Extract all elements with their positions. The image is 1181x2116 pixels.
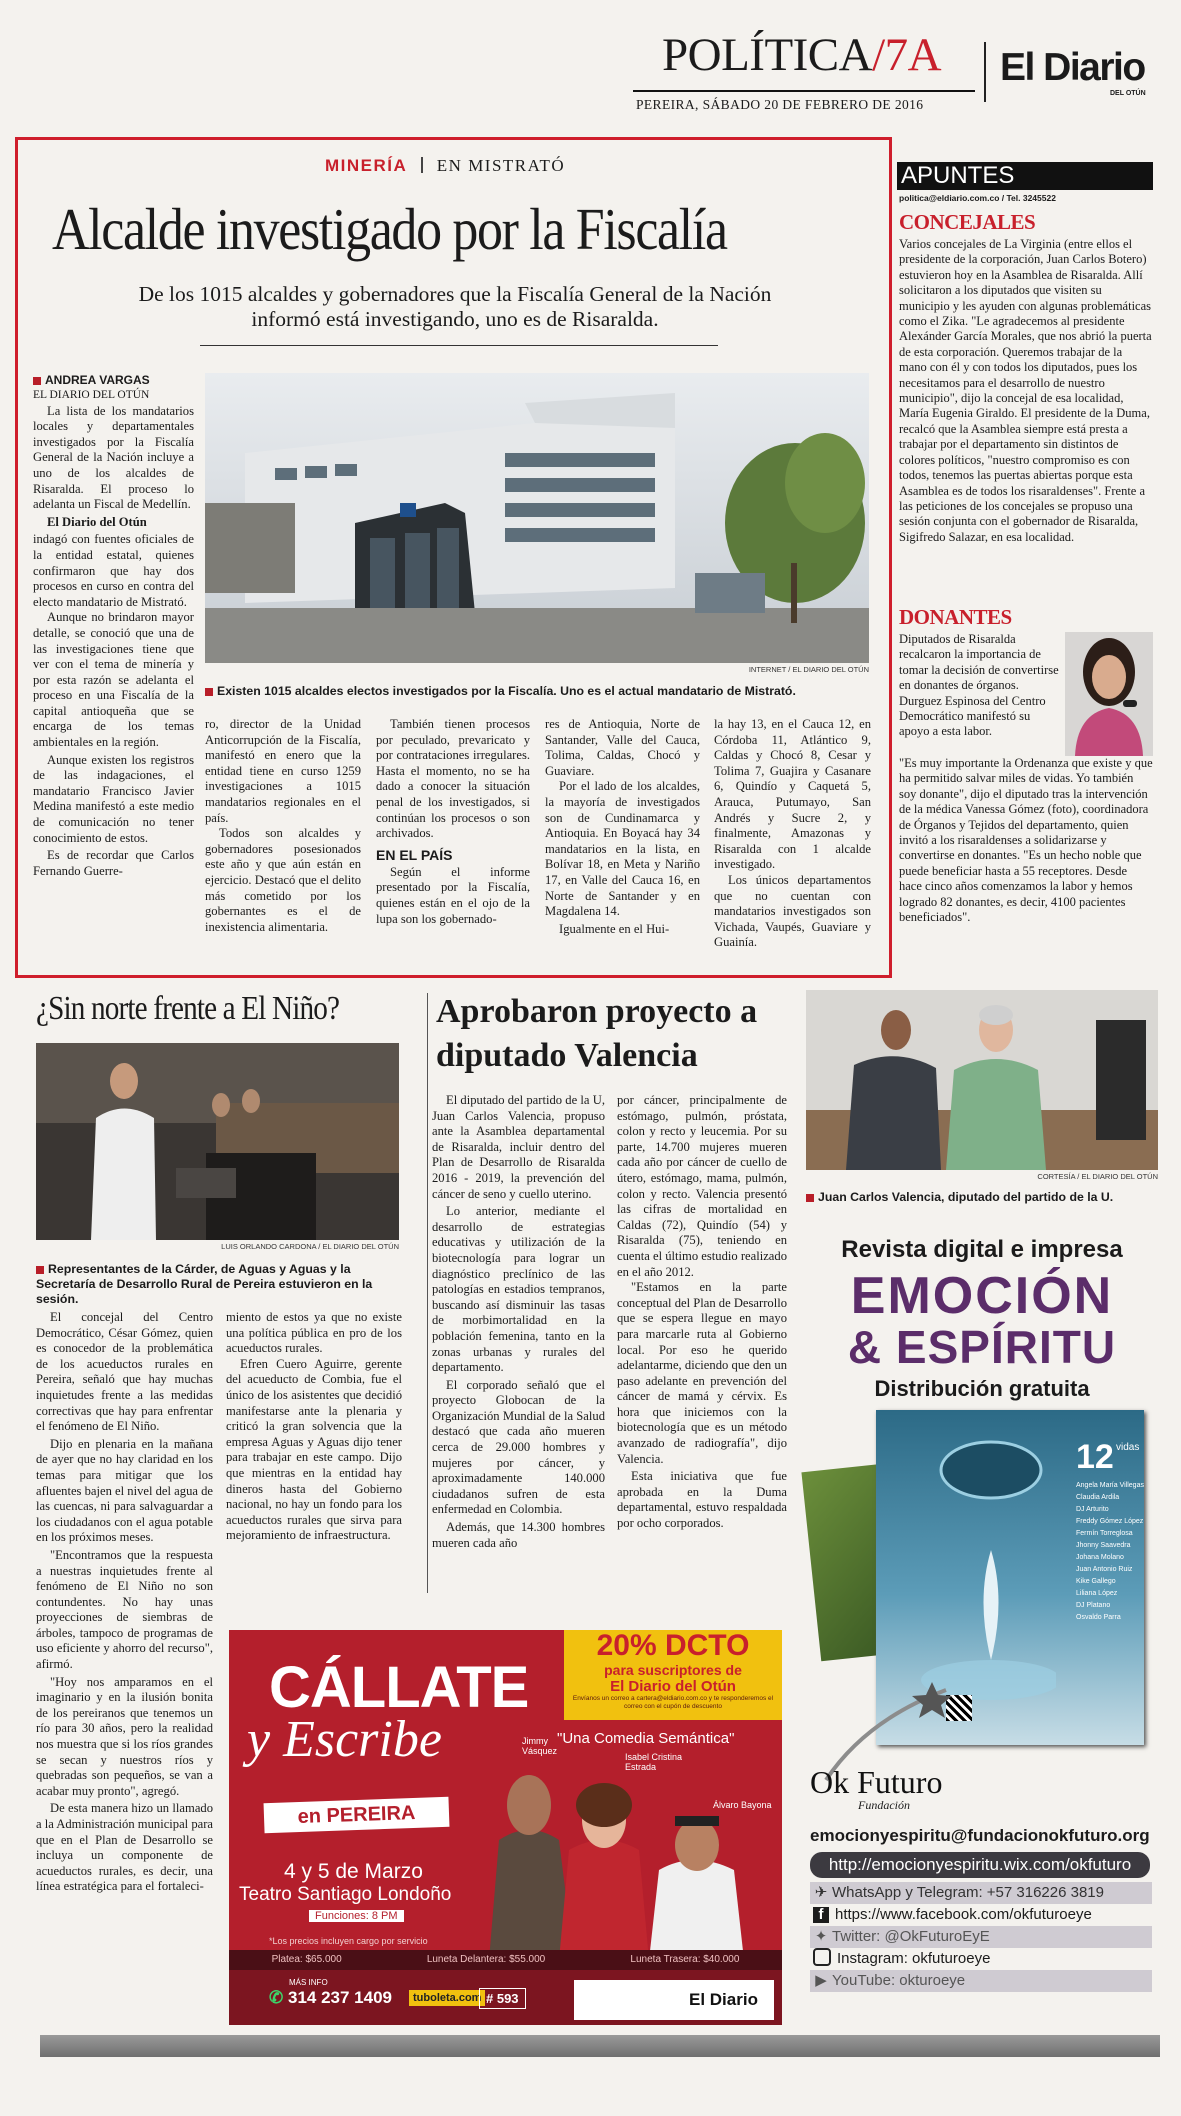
cover-number: 12 — [1076, 1438, 1114, 1476]
mag-line3: & ESPÍRITU — [847, 1321, 1117, 1373]
sidebar-title-bar: APUNTES — [897, 162, 1153, 190]
youtube-icon: ▶ — [815, 1972, 827, 1989]
magazine-ad — [806, 1230, 1158, 2020]
sidebar-section-concejales: CONCEJALES — [899, 210, 1036, 234]
ad-promo-brand: El Diario del Otún — [610, 1678, 736, 1695]
paragraph: El diputado del partido de la U, Juan Carlos Valencia, propuso ante la Asamblea departamental de Risaralda, incluir dentro del Plan de Desarrollo de Risaralda 2016 - 2019, la prevención del cáncer de seno y cuello uterino. — [432, 1093, 605, 1201]
masthead-divider — [984, 42, 986, 102]
paragraph: Por el lado de los alcaldes, la mayoría de investigados son de Cundinamarca y Antioquia. En Boyacá hay 34 mandatarios en la lista, en Bolívar 18, en Meta y Nariño 17, en Valle del Cauca 16, en Norte de Santander y en Magdalena 14. — [545, 779, 700, 919]
ad-shows: Funciones: 8 PM — [309, 1910, 404, 1922]
ad-venue: Teatro Santiago Londoño — [239, 1884, 452, 1905]
ad-phone-label: MÁS INFO — [289, 1978, 328, 1987]
ad-city: en PEREIRA — [264, 1797, 450, 1833]
paragraph: Dijo en plenaria en la mañana de ayer que no hay claridad en los temas para mitigar que los afluentes bajen el nivel del agua de las cuencas, ni para salvaguardar a los ciudadanos con el agua potable en los próximos meses. — [36, 1436, 213, 1545]
okfuturo-logo: Ok Futuro — [810, 1764, 943, 1800]
byline-marker — [33, 377, 41, 385]
paragraph: De esta manera hizo un llamado a la Administración municipal para que en el Plan de Desarrollo se incluya un componente de acueductos rurales, es decir, una línea estratégica para el fortaleci- — [36, 1801, 213, 1894]
paragraph: Es de recordar que Carlos Fernando Guerre- — [33, 848, 194, 878]
sidebar-donantes-text-b: "Es muy importante la Ordenanza que existe y que ha permitido salvar miles de vidas. Yo también soy donante", dijo el diputado tras la intervención de la médica Vanessa Gómez (foto), coordinadora de Órganos y Tejidos del departamento, quien invitó a los risaraldenses a solidarizarse y convertirse en donantes. "Es un hecho noble que puede beneficiar hasta a 55 receptores. Desde hace cinco años comenzamos la labor y hemos logrado 82 donantes, es decir, 4100 pacientes beneficiados". — [899, 756, 1153, 925]
ad-promo-sub: para suscriptores de — [604, 1662, 742, 1678]
ad-partner-logo: El Diario — [689, 1990, 758, 2009]
mag-social-list — [810, 1882, 1152, 1992]
ad-promo-box — [564, 1630, 782, 1720]
paragraph: "Encontramos que la respuesta a nuestras inquietudes frente al fenómeno de El Niño no son contundentes. No hay unas proyecciones de siembras de árboles, tampoco de programas de uso eficiente y ahorro del recurso", afirmó. — [36, 1547, 213, 1672]
paragraph: Esta iniciativa que fue aprobada en la Duma departamental, estuvo respaldada por ocho corporados. — [617, 1469, 787, 1531]
main-headline: Alcalde investigado por la Fiscalía — [52, 196, 727, 262]
ad-actors-image — [489, 1750, 779, 1960]
price-platea: Platea: $65.000 — [271, 1954, 342, 1965]
ad-ticket-brand: tuboleta.com — [409, 1990, 485, 2006]
mag-line2: EMOCIÓN — [850, 1267, 1114, 1325]
paragraph: Lo anterior, mediante el desarrollo de estrategias educativas y utilización de la biotecnología para lograr un diagnóstico preclínico de las patologías en estadios tempranos, buscando así disminuir las tasas de morbimortalidad en la población femenina, tanto en la zonas urbanas y rurales del departamento. — [432, 1204, 605, 1375]
actor-name-2: Isabel Cristina Estrada — [625, 1752, 683, 1772]
whatsapp-row[interactable]: ✈ WhatsApp y Telegram: +57 316226 3819 — [810, 1882, 1152, 1904]
ad-title-escribe: y Escribe — [247, 1711, 442, 1768]
main-col-2 — [205, 717, 361, 937]
story3-headline: Aprobaron proyecto a diputado Valencia — [436, 993, 758, 1074]
facebook-row[interactable]: f https://www.facebook.com/okfuturoeye — [810, 1904, 1152, 1926]
council-session-image — [36, 1043, 399, 1240]
cover-names: Angela María Villegas Claudia Ardila DJ Arturito Freddy Gómez López Fermín Torreglosa Jhonny Saavedra Johana Molano Juan Antonio Ruiz Kike Gallego Liliana López DJ Platano Osvaldo Parra — [1076, 1482, 1144, 1621]
theater-ad — [229, 1630, 782, 2025]
ad-prices-bar — [229, 1950, 782, 1970]
paragraph: Aunque existen los registros de las indagaciones, el mandatario Francisco Javier Medina manifestó a este medio de comunicación no tener conocimiento de estos. — [33, 752, 194, 845]
twitter-icon: ✦ — [814, 1928, 828, 1945]
story2-photo — [36, 1043, 399, 1240]
byline: ANDREA VARGAS — [45, 373, 150, 387]
telegram-icon: ✈ — [814, 1884, 828, 1901]
story3-photo — [806, 990, 1158, 1170]
paragraph: res de Antioquia, Norte de Santander, Valle del Cauca, Tolima, Caldas, Chocó y Guaviare. — [545, 717, 700, 778]
ad-promo-note: Envíanos un correo a cartera@eldiario.com.co y te responderemos el correo con el cupón de descuento — [572, 1695, 774, 1710]
ad-ticket-short: # 593 — [479, 1988, 526, 2009]
paragraph: la hay 13, en el Cauca 12, en Córdoba 11, Atlántico 9, Caldas y Chocó 8, Cesar y Tolima 7, Guajira y Casanare 6, Quindío y Caquetá 5, Arauca, Putumayo, San Andrés y Sucre 2, y finalmente, Amazonas y Risaralda con 1 alcalde investigado. — [714, 717, 871, 872]
ad-promo: 20% DCTO — [596, 1630, 750, 1662]
instagram-row[interactable]: Instagram: okfuturoeye — [810, 1948, 1152, 1970]
masthead-date: PEREIRA, SÁBADO 20 DE FEBRERO DE 2016 — [636, 97, 924, 112]
paragraph: indagó con fuentes oficiales de la entidad estatal, quienes confirmaron que hay dos procesos en curso en contra del electo mandatario de Mistrató. — [33, 532, 194, 609]
deck-rule — [200, 345, 718, 346]
paragraph: El concejal del Centro Democrático, César Gómez, quien es conocedor de la problemática de los acueductos rurales en Pereira, señaló que hay muchas inquietudes frente a las medidas correctivas que hay para enfrentar el fenómeno de El Niño. — [36, 1310, 213, 1434]
ad-title-callate: CÁLLATE — [269, 1655, 529, 1720]
instagram-icon — [813, 1948, 831, 1966]
actor-name-1: Jimmy Vásquez — [522, 1736, 558, 1756]
paragraph: por cáncer, principalmente de estómago, pulmón, próstata, colon y recto y leucemia. Por su parte, 14.700 mujeres mueren cada año por cáncer de cuello de útero, estómago, mama, pulmón, colon y recto. Valencia presentó las cifras de mortalidad en Caldas (72), Quindío (54) y Risaralda (75), teniendo en cuenta el último estudio realizado en el año 2012. — [617, 1093, 787, 1279]
main-col-5 — [714, 717, 871, 953]
valencia-photo-image — [806, 990, 1158, 1170]
ad-phone: ✆ 314 237 1409 — [269, 1988, 392, 2007]
photo-credit: INTERNET / EL DIARIO DEL OTÚN — [748, 665, 869, 674]
price-luneta-trasera: Luneta Trasera: $40.000 — [630, 1954, 740, 1965]
paper-name-lead: El Diario del Otún — [47, 514, 147, 529]
paragraph: Además, que 14.300 hombres mueren cada año — [432, 1520, 605, 1550]
ad-tagline: "Una Comedia Semántica" — [557, 1730, 735, 1747]
main-col-1 — [33, 373, 194, 881]
donantes-portrait — [1065, 632, 1153, 756]
sidebar-contact: politica@eldiario.com.co / Tel. 3245522 — [899, 193, 1056, 203]
sidebar-concejales-text: Varios concejales de La Virginia (entre ellos el presidente de la corporación, Juan Carlos Botero) estuvieron hoy en la Asamblea de Risaralda. Allí solicitaron a los diputados que visiten su municipio y les ayuden con algunas problemáticas como el Zika. "Le agradecemos al presidente Alexánder García Morales, que nos abrió la puerta de esta corporación. Queremos trabajar de la mano con él y con todos los diputados, pues los necesitamos para el desarrollo de nuestro municipio", dijo la concejal de esa localidad, María Eugenia Giraldo. El presidente de la Duma, recalcó que la Asamblea siempre está presta a trabajar por el departamento sin distintos de colores políticos, "nuestro compromiso es con todos, tenemos las puertas abiertas porque esta Asamblea es de todos los risaraldenses". Frente a las peticiones de los concejales se propuso una sesión conjunta con el gobernador de Risaralda, Sigifredo Salazar, en esa localidad. — [899, 237, 1152, 544]
paragraph: Aunque no brindaron mayor detalle, se conoció que una de las investigaciones tiene que ver con el tema de minería y por esta razón se adelanta el proceso en una Fiscalía de la capital antioqueña que se encarga de los temas ambientales en la región. — [33, 610, 194, 750]
story2-col-1 — [36, 1310, 213, 1897]
cover-word: vidas — [1116, 1442, 1140, 1453]
paragraph: La lista de los mandatarios locales y departamentales investigados por la Fiscalía General de la Nación incluye a uno de los alcaldes de Risaralda. El proceso lo adelanta un Fiscal de Medellín. — [33, 403, 194, 512]
paragraph: Efren Cuero Aguirre, gerente del acueducto de Combia, fue el único de los asistentes que decidió manifestarse ante la plenaria y criticó la gran solvencia que la empresa Aguas y Aguas dijo tener para trabajar en este campo. Dijo que mientras en la entidad hay dineros hasta del Gobierno nacional, no hay un fondo para los acueductos rurales que sirva para mejoramiento de infraestructura. — [226, 1356, 402, 1543]
story2-headline: ¿Sin norte frente a El Niño? — [36, 990, 340, 1027]
ad-dates: 4 y 5 de Marzo — [284, 1860, 423, 1883]
newspaper-logo: El Diario — [1000, 46, 1145, 89]
main-col-4 — [545, 717, 700, 939]
paragraph: "Estamos en la parte conceptual del Plan de Desarrollo que se espera llegue en mayo para marcarle ruta al Gobierno local. Por eso he querido adelantarme, diciendo que den un paso adelante en prevención del cáncer de mamá y cérvix. Es hora que iniciemos con la biotecnología que es un método avanzado de radiografía", dijo Valencia. — [617, 1280, 787, 1466]
main-deck: De los 1015 alcaldes y gobernadores que la Fiscalía General de la Nación informó está investigando, uno es de Risaralda. — [138, 282, 772, 331]
building-image — [205, 373, 869, 663]
newspaper-logo-sub: DEL OTÚN — [1110, 90, 1146, 97]
facebook-icon: f — [813, 1907, 829, 1923]
okfuturo-logo-sub: Fundación — [858, 1798, 910, 1812]
mag-email[interactable]: emocionyespiritu@fundacionokfuturo.org — [810, 1826, 1150, 1845]
paragraph: Igualmente en el Hui- — [559, 921, 670, 936]
column-rule — [427, 993, 428, 1593]
story2-photo-credit: LUIS ORLANDO CARDONA / EL DIARIO DEL OTÚN — [221, 1242, 399, 1251]
sidebar-section-donantes: DONANTES — [899, 605, 1012, 629]
mag-url[interactable]: http://emocionyespiritu.wix.com/okfuturo — [810, 1852, 1150, 1878]
paragraph: También tienen procesos por peculado, prevaricato y por contrataciones irregulares. Hasta el momento, no se ha dado a conocer la situación penal de los investigados, si continúan los procesos o son archivados. — [376, 717, 530, 841]
story3-photo-credit: CORTESÍA / EL DIARIO DEL OTÚN — [1037, 1172, 1158, 1181]
actor-name-3: Álvaro Bayona — [713, 1800, 772, 1810]
story-kicker: MINERÍA EN MISTRATÓ — [325, 156, 566, 175]
paragraph: Los únicos departamentos que no cuentan con mandatarios investigados son Vichada, Vaupés, Guaviare y Guainía. — [714, 872, 871, 950]
story2-caption: Representantes de la Cárder, de Aguas y Aguas y la Secretaría de Desarrollo Rural de Pereira estuvieron en la sesión. — [36, 1262, 373, 1306]
mag-line1: Revista digital e impresa — [841, 1236, 1123, 1263]
masthead-rule — [633, 90, 975, 92]
woman-portrait-image — [1065, 632, 1153, 756]
paragraph: ro, director de la Unidad Anticorrupción de la Fiscalía, manifestó en enero que la entidad tiene en curso 1259 investigaciones a 1015 mandatarios regionales en el país. — [205, 717, 361, 825]
byline-org: EL DIARIO DEL OTÚN — [33, 389, 150, 401]
paragraph: "Hoy nos amparamos en el imaginario y en la ilusión bonita de los pereiranos que tenemos un río para 30 años, pero la realidad nos muestra que si los ríos grandes se secan y nuestros ríos y quebradas son pequeños, se van a acabar muy pronto", agregó. — [36, 1674, 213, 1798]
whatsapp-icon: ✆ — [269, 1988, 284, 2007]
youtube-row[interactable]: ▶ YouTube: okturoeye — [810, 1970, 1152, 1992]
price-luneta-delantera: Luneta Delantera: $55.000 — [426, 1954, 546, 1965]
subhead: EN EL PAÍS — [376, 846, 453, 863]
bottom-strip — [40, 2035, 1160, 2057]
section-title: POLÍTICA/7A — [662, 29, 942, 81]
sidebar-donantes-text-a: Diputados de Risaralda recalcaron la importancia de tomar la decisión de convertirse en donantes de órganos. Durguez Espinosa del Centro Democrático manifestó su apoyo a esta labor. — [899, 632, 1059, 739]
main-col-3 — [376, 717, 530, 929]
twitter-row[interactable]: ✦ Twitter: @OkFuturoEyE — [810, 1926, 1152, 1948]
story2-col-2 — [226, 1310, 402, 1546]
mag-line4: Distribución gratuita — [874, 1376, 1090, 1401]
paragraph: miento de estos ya que no existe una política pública en pro de los acueductos rurales. — [226, 1310, 402, 1356]
paragraph: Según el informe presentado por la Fiscalía, quienes están en el ojo de la lupa son los gobernado- — [376, 864, 530, 926]
story3-col-2 — [617, 1093, 787, 1534]
paragraph: Todos son alcaldes y gobernadores posesionados este año y que aún están en ejercicio. Destacó que el delito más cometido por los gobernantes es el de inexistencia alimentaria. — [205, 826, 361, 934]
paragraph: El corporado señaló que el proyecto Globocan de la Organización Mundial de la Salud destacó que cada año mueren cerca de 29.000 hombres y mujeres por cáncer, y aproximadamente 140.000 ciudadanos sufren de esta enfermedad en Colombia. — [432, 1377, 605, 1517]
story3-col-1 — [432, 1093, 605, 1553]
ad-note: *Los precios incluyen cargo por servicio — [269, 1936, 428, 1946]
main-story-photo — [205, 373, 869, 663]
story3-caption: Juan Carlos Valencia, diputado del partido de la U. — [806, 1190, 1158, 1205]
photo-caption: Existen 1015 alcaldes electos investigados por la Fiscalía. Uno es el actual mandatario de Mistrató. — [205, 684, 869, 699]
